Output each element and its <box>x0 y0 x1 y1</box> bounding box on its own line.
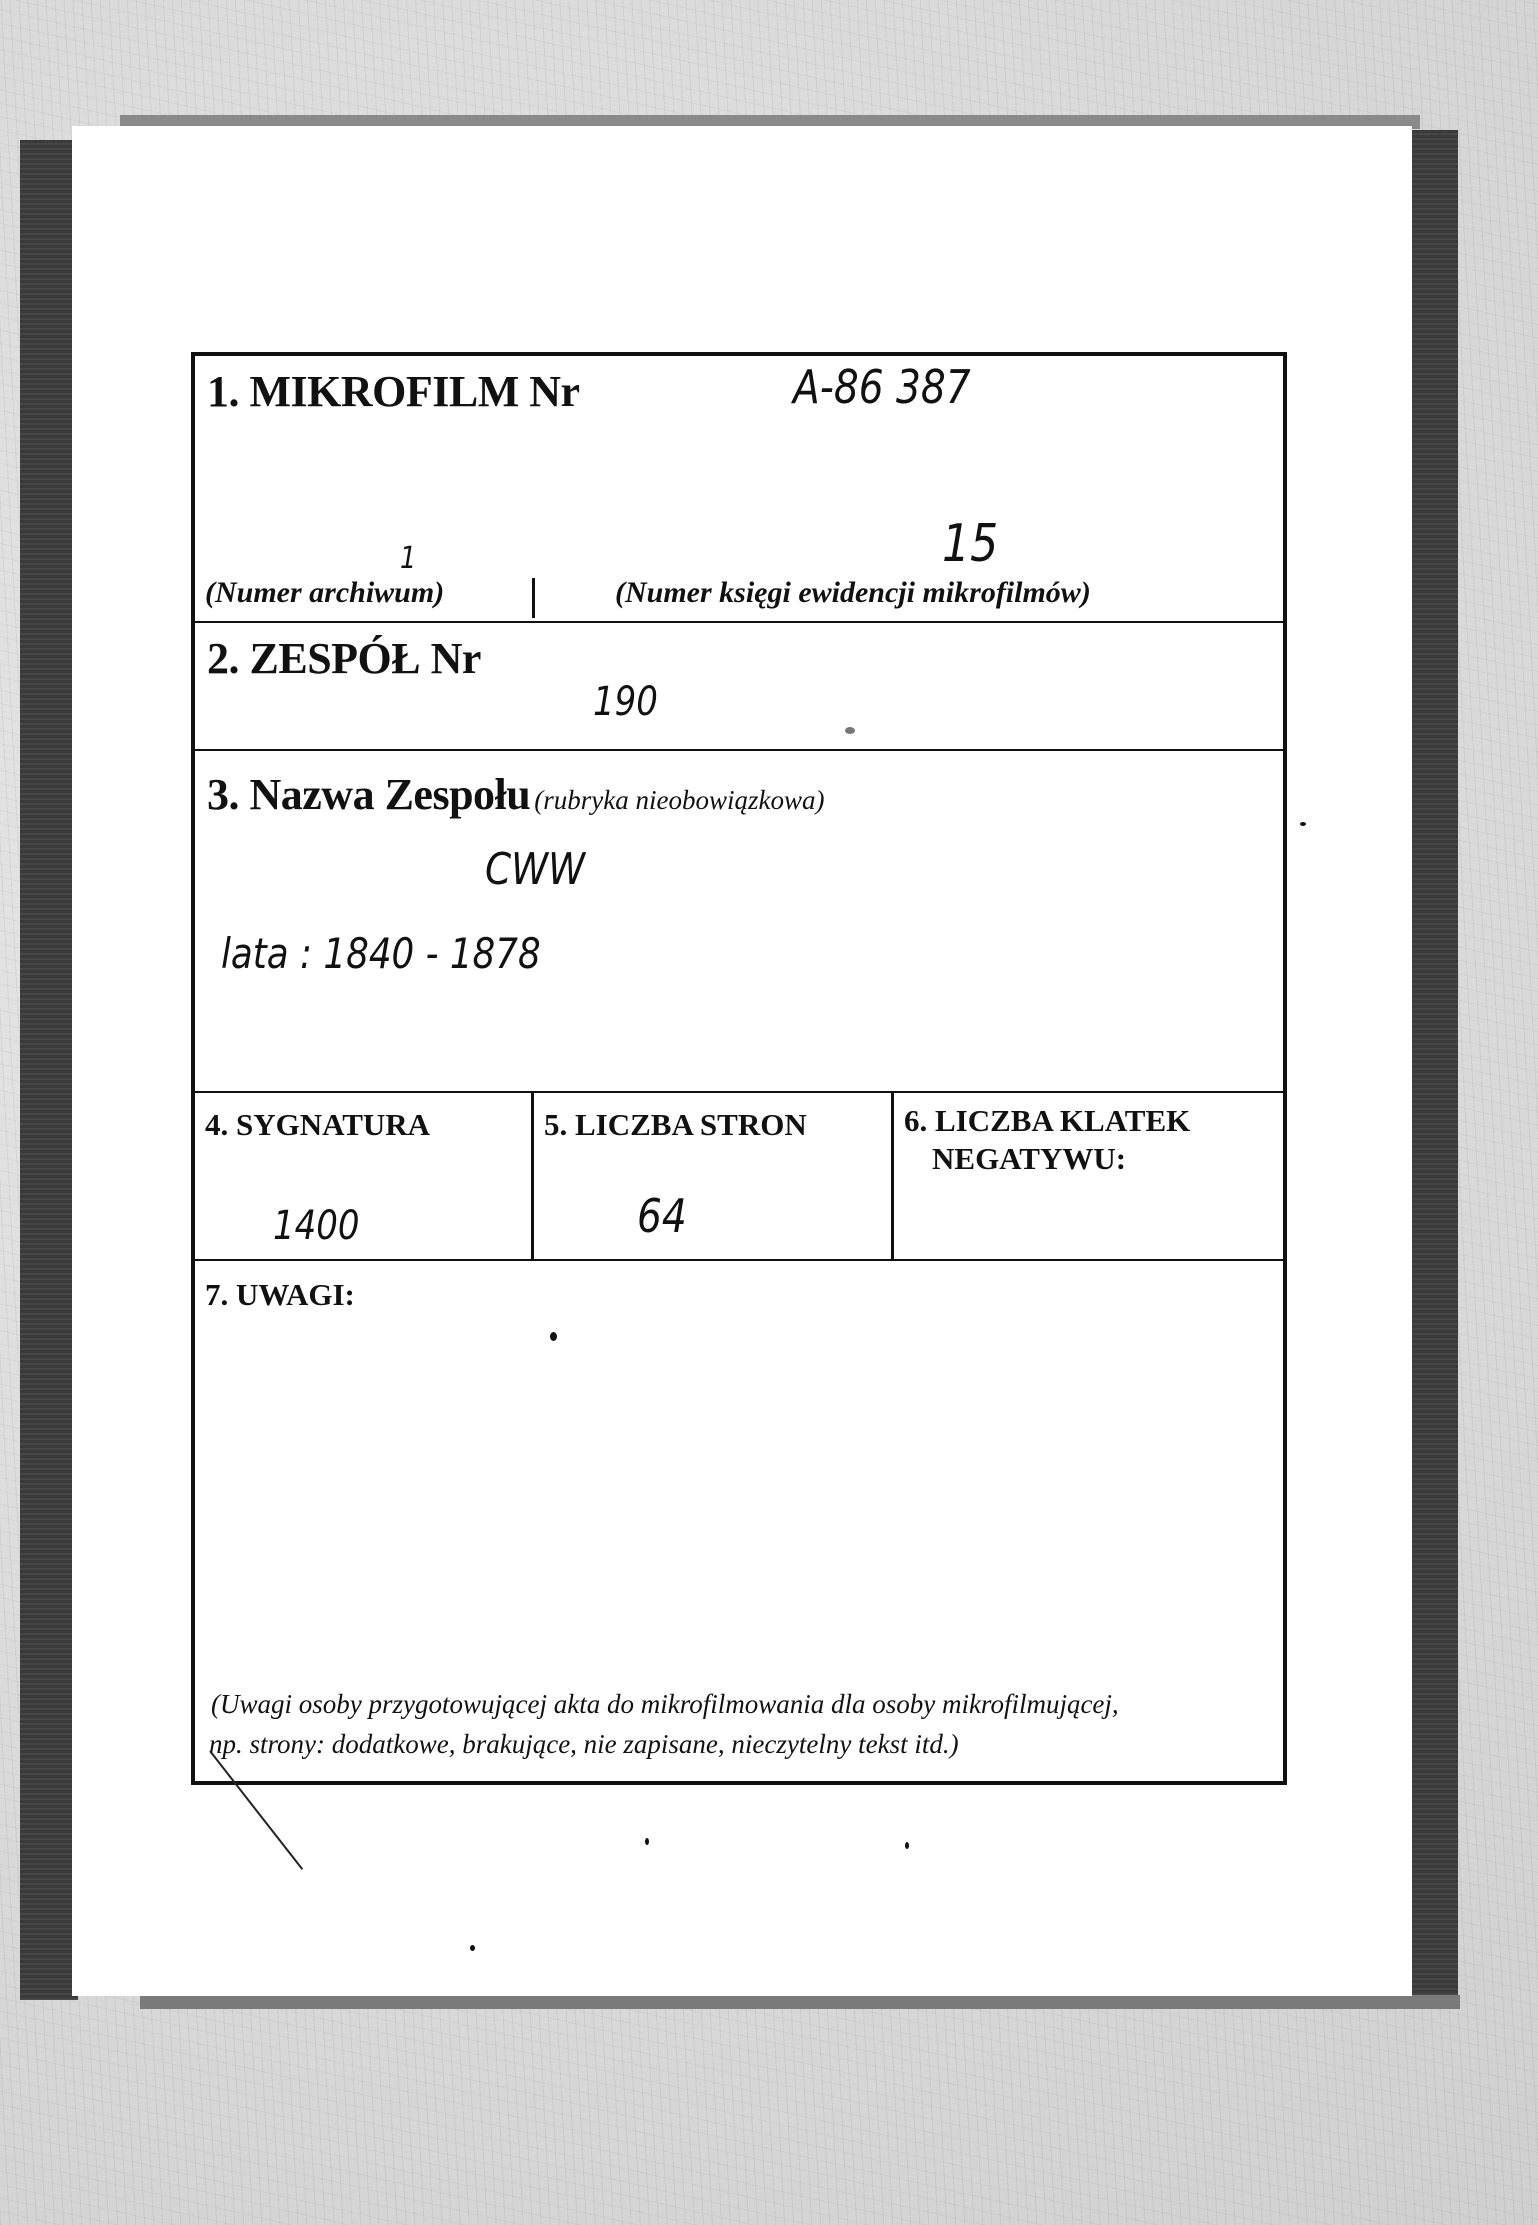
liczba-klatek-label-1: 6. LICZBA KLATEK <box>904 1103 1191 1138</box>
film-edge-bottom <box>140 1995 1460 2009</box>
register-number-caption: (Numer księgi ewidencji mikrofilmów) <box>615 576 1091 609</box>
liczba-klatek-label-2: NEGATYWU: <box>932 1141 1127 1176</box>
cell-liczba-stron <box>534 1091 891 1259</box>
zespol-nr-label: 2. ZESPÓŁ Nr <box>207 634 481 683</box>
sygnatura-value: 1400 <box>273 1203 360 1249</box>
caption-divider <box>532 578 535 618</box>
section-uwagi <box>195 1259 1283 1781</box>
mikrofilm-label: 1. MIKROFILM Nr <box>207 367 580 416</box>
ink-speck <box>470 1945 475 1951</box>
section-metadata-row <box>195 1091 1283 1261</box>
section-mikrofilm <box>195 356 1283 623</box>
section-zespol-nr <box>195 621 1283 751</box>
zespol-nr-value: 190 <box>593 679 658 725</box>
ink-speck <box>550 1332 557 1341</box>
nazwa-zespolu-hint: (rubryka nieobowiązkowa) <box>534 785 825 815</box>
section-nazwa-zespolu <box>195 749 1283 1093</box>
ink-speck <box>1300 822 1306 826</box>
archive-number-caption: (Numer archiwum) <box>205 576 445 609</box>
ink-speck <box>645 1838 649 1845</box>
register-number-value: 15 <box>942 514 999 574</box>
nazwa-zespolu-value: CWW <box>485 844 586 895</box>
liczba-stron-value: 64 <box>637 1189 687 1243</box>
ink-speck <box>845 727 855 734</box>
uwagi-label: 7. UWAGI: <box>205 1277 355 1312</box>
film-edge-right <box>1408 130 1458 2000</box>
nazwa-zespolu-label: 3. Nazwa Zespołu <box>207 770 531 819</box>
years-range: lata : 1840 - 1878 <box>221 929 541 978</box>
archive-number-value: 1 <box>400 541 417 576</box>
uwagi-footnote-2: np. strony: dodatkowe, brakujące, nie zapisane, nieczytelny tekst itd.) <box>209 1729 959 1759</box>
cell-sygnatura <box>195 1091 531 1259</box>
cell-liczba-klatek <box>894 1091 1283 1259</box>
uwagi-footnote-1: (Uwagi osoby przygotowującej akta do mikrofilmowania dla osoby mikrofilmującej, <box>211 1689 1119 1719</box>
mikrofilm-number: A-86 387 <box>793 360 971 414</box>
ink-speck <box>905 1842 909 1849</box>
film-edge-left <box>20 140 78 2000</box>
microfilm-form <box>191 352 1287 1785</box>
liczba-stron-label: 5. LICZBA STRON <box>544 1107 807 1142</box>
sygnatura-label: 4. SYGNATURA <box>205 1107 431 1142</box>
